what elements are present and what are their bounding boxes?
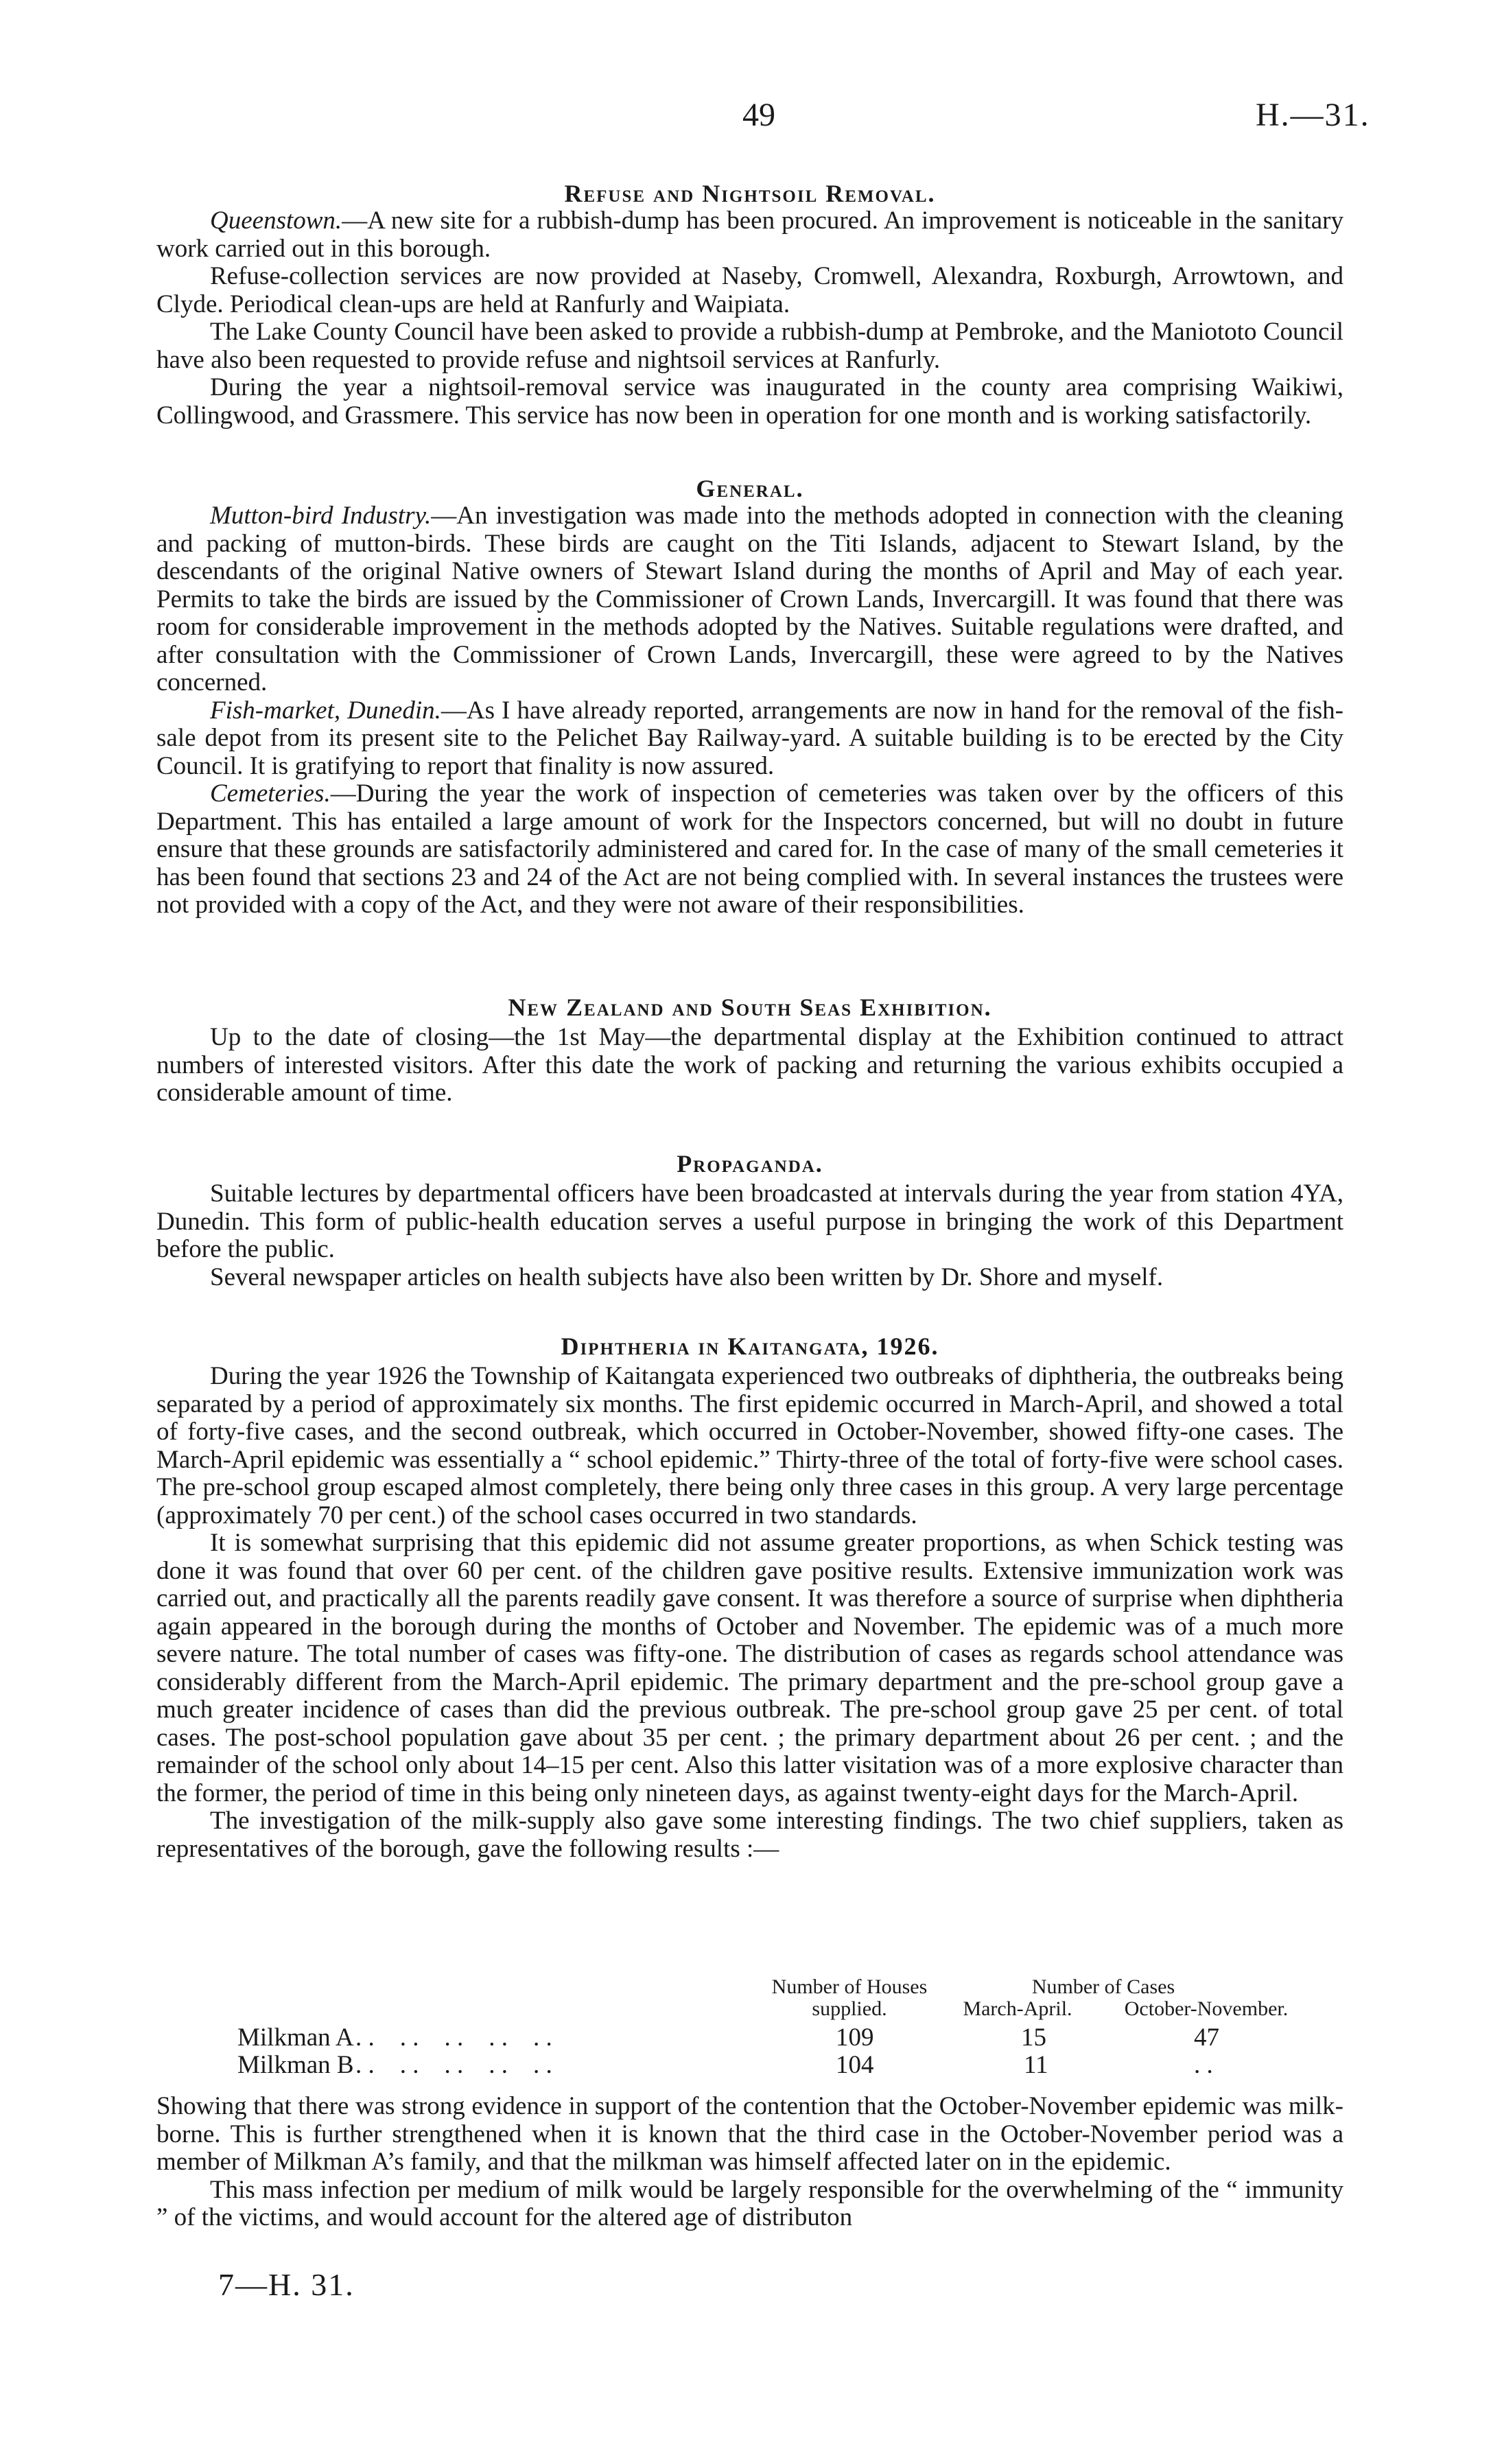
section-diphtheria xyxy=(156,1333,1343,1863)
paragraph-text: —An investigation was made into the methods adopted in connection with the cleaning and packing of mutton-birds. These birds are caught on the Titi Islands, adjacent to Stewart Island, by the descendants of the original Native owners of Stewart Island during the months of April and May of each year. Permits to take the birds are issued by the Commissioner of Crown Lands, Invercargill. It was found that there was room for considerable improvement in the methods adopted by the Natives. Suitable regulations were drafted, and after consultation with the Commissioner of Crown Lands, Invercargill, these were agreed to by the Natives concerned. xyxy=(156,502,1343,696)
table-row xyxy=(156,2024,1343,2052)
milkman-name: Milkman B xyxy=(237,2051,354,2079)
paragraph: This mass infection per medium of milk would be largely responsible for the overwhelming of the “ immunity ” of the victims, and would account for the altered age of distributon xyxy=(156,2175,1343,2231)
leader-dots: . . . . . . . . . . xyxy=(355,2023,552,2052)
paragraph-text: Suitable lectures by departmental officers have been broadcasted at intervals during the year from station 4YA, Dunedin. This form of public-health education serves a useful purpose in bringing the work of this Department before the public. xyxy=(156,1180,1343,1263)
paragraph xyxy=(156,1264,1343,1292)
section-heading: New Zealand and South Seas Exhibition. xyxy=(508,994,992,1021)
page-signature: 7—H. 31. xyxy=(218,2267,355,2302)
cases-october-november: 47 xyxy=(1194,2023,1219,2052)
paragraph xyxy=(156,263,1343,318)
paragraph-lead: Mutton-bird Industry. xyxy=(210,502,432,530)
paragraph-text: —During the year the work of inspection of cemeteries was taken over by the officers of this Department. This has entailed a large amount of work for the Inspectors concerned, but will no doubt in future ensure that these grounds are satisfactorily administered and cared for. In the case of many of the small cemeteries it has been found that sections 23 and 24 of the Act are not being complied with. In several instances the trustees were not provided with a copy of the Act, and they were not aware of their responsibilities. xyxy=(156,779,1343,919)
paragraph-text: —As I have already reported, arrangements are now in hand for the removal of the fish-sale depot from its present site to the Pelichet Bay Railway-yard. A suitable building is to be erected by the City Council. It is gratifying to report that finality is now assured. xyxy=(156,696,1343,780)
section-heading: Diphtheria in Kaitangata, 1926. xyxy=(561,1333,939,1360)
section-heading: General. xyxy=(696,475,804,502)
section-general xyxy=(156,475,1343,919)
paragraph-text: The investigation of the milk-supply also gave some interesting findings. The two chief suppliers, taken as representatives of the borough, gave the following results :— xyxy=(156,1807,1343,1863)
column-header-houses: Number of Houses supplied. xyxy=(771,1975,928,2020)
paragraph xyxy=(156,1363,1343,1529)
paragraph xyxy=(156,780,1343,919)
section-heading: Refuse and Nightsoil Removal. xyxy=(564,180,936,207)
section-propaganda xyxy=(156,1150,1343,1291)
paragraph xyxy=(156,1024,1343,1107)
houses-supplied: 109 xyxy=(836,2023,874,2052)
paragraph xyxy=(156,318,1343,374)
houses-supplied: 104 xyxy=(836,2051,874,2079)
milk-supply-table xyxy=(156,1976,1343,2079)
section-refuse xyxy=(156,180,1343,430)
paragraph-text: During the year a nightsoil-removal service was inaugurated in the county area comprising Waikiwi, Collingwood, and Grassmere. This service has now been in operation for one month and is working satisfactorily. xyxy=(156,373,1343,430)
cases-march-april: 11 xyxy=(1024,2051,1048,2079)
paragraph-lead: Fish-market, Dunedin. xyxy=(210,696,441,725)
paragraph-text: It is somewhat surprising that this epidemic did not assume greater proportions, as when Schick testing was done it was found that over 60 per cent. of the children gave positive results. Extensive immunization work was carried out, and practically all the parents readily gave consent. It was therefore a source of surprise when diphtheria again appeared in the borough during the months of October and November. The epidemic was of a much more severe nature. The total number of cases was fifty-one. The distribution of cases as regards school attendance was considerably different from the March-April epidemic. The primary department and the pre-school group gave a much greater incidence of cases than did the previous outbreak. The pre-school group gave 25 per cent. of total cases. The post-school population gave about 35 per cent. ; the primary department about 26 per cent. ; and the remainder of the school only about 14–15 per cent. Also this latter visitation was of a more explosive character than the former, the period of time in this being only nineteen days, as against twenty-eight days for the March-April. xyxy=(156,1529,1343,1807)
page-number: 49 xyxy=(742,97,775,133)
paragraph-lead: Queenstown. xyxy=(210,207,342,235)
paragraph-text: Up to the date of closing—the 1st May—the departmental display at the Exhibition continued to attract numbers of interested visitors. After this date the work of packing and returning the various exhibits occupied a considerable amount of time. xyxy=(156,1023,1343,1107)
document-reference: H.—31. xyxy=(1256,97,1370,133)
cases-march-april: 15 xyxy=(1021,2023,1046,2052)
section-closing xyxy=(156,2093,1343,2232)
paragraph-text: —A new site for a rubbish-dump has been procured. An improvement is noticeable in the sanitary work carried out in this borough. xyxy=(156,207,1343,263)
paragraph xyxy=(156,374,1343,430)
column-header-cases: Number of Cases xyxy=(1031,1975,1175,1998)
paragraph-text: Refuse-collection services are now provided at Naseby, Cromwell, Alexandra, Roxburgh, Arrowtown, and Clyde. Periodical clean-ups are held at Ranfurly and Waipiata. xyxy=(156,262,1343,318)
paragraph-text: During the year 1926 the Township of Kaitangata experienced two outbreaks of diphtheria, the outbreaks being separated by a period of approximately six months. The first epidemic occurred in March-April, and showed a total of forty-five cases, and the second outbreak, which occurred in October-November, showed fifty-one cases. The March-April epidemic was essentially a “ school epidemic.” Thirty-three of the total of forty-five were school cases. The pre-school group escaped almost completely, there being only three cases in this group. A very large percentage (approximately 70 per cent.) of the school cases occurred in two standards. xyxy=(156,1362,1343,1529)
paragraph xyxy=(156,1180,1343,1264)
column-header-october-november: October-November. xyxy=(1124,1997,1289,2020)
paragraph xyxy=(156,697,1343,781)
table-row xyxy=(156,2052,1343,2079)
paragraph xyxy=(156,1807,1343,1863)
column-header-march-april: March-April. xyxy=(963,1997,1072,2020)
paragraph: Showing that there was strong evidence in support of the contention that the October-November epidemic was milk-borne. This is further strengthened when it is known that the third case in the October-November period was a member of Milkman A’s family, and that the milkman was himself affected later on in the epidemic. xyxy=(156,2092,1343,2176)
cases-october-november: . . xyxy=(1194,2051,1213,2079)
paragraph xyxy=(156,502,1343,697)
section-heading: Propaganda. xyxy=(677,1150,823,1177)
paragraph-lead: Cemeteries. xyxy=(210,779,331,808)
leader-dots: . . . . . . . . . . xyxy=(355,2051,552,2079)
paragraph-text: Several newspaper articles on health subjects have also been written by Dr. Shore and myself. xyxy=(210,1263,1164,1291)
milkman-name: Milkman A xyxy=(237,2023,354,2052)
section-exhibition xyxy=(156,994,1343,1107)
paragraph xyxy=(156,207,1343,263)
paragraph-text: The Lake County Council have been asked to provide a rubbish-dump at Pembroke, and the Maniototo Council have also been requested to provide refuse and nightsoil services at Ranfurly. xyxy=(156,318,1343,374)
paragraph xyxy=(156,1529,1343,1807)
